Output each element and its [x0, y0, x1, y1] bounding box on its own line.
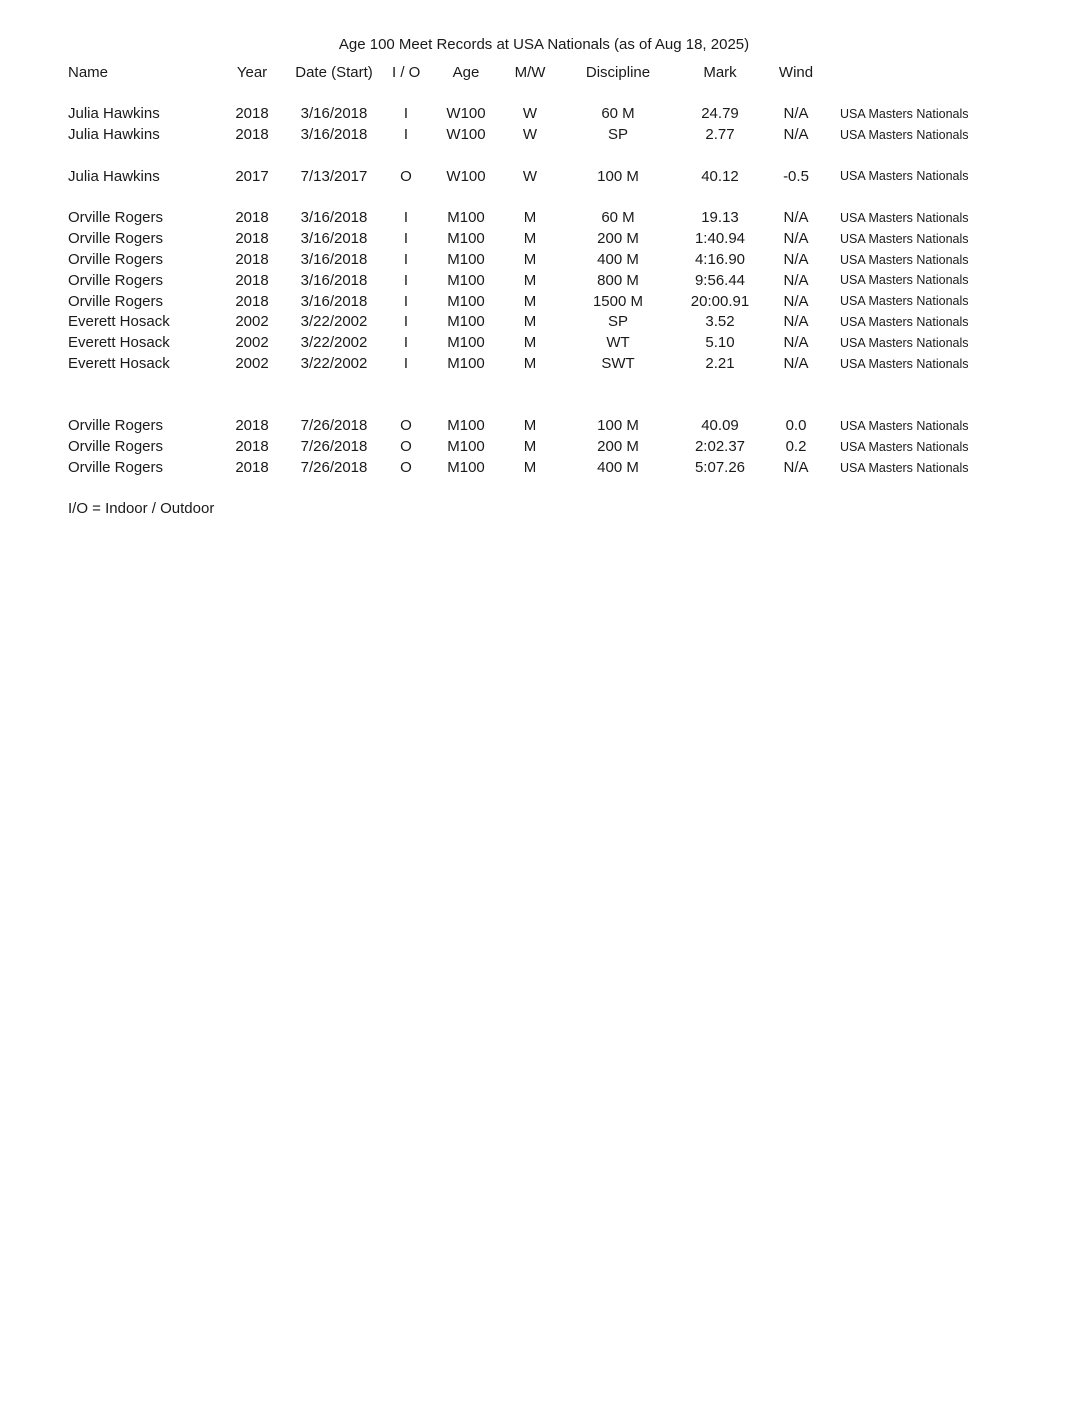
cell-wind: N/A [783, 251, 809, 269]
cell-age: M100 [447, 230, 485, 248]
cell-age: W100 [446, 126, 486, 144]
cell-mw: M [523, 209, 537, 227]
cell-name: Orville Rogers [68, 251, 164, 269]
cell-io: I [403, 126, 409, 144]
cell-io: O [400, 417, 412, 435]
cell-age: M100 [447, 292, 485, 310]
io-legend-note: I/O = Indoor / Outdoor [68, 499, 215, 517]
header-age: Age [452, 63, 480, 81]
cell-mark: 3.52 [705, 313, 735, 331]
cell-discipline: 400 M [597, 459, 639, 477]
cell-name: Orville Rogers [68, 209, 164, 227]
cell-discipline: WT [606, 334, 630, 352]
cell-date: 7/26/2018 [300, 438, 368, 456]
cell-mw: M [523, 334, 537, 352]
cell-mw: M [523, 230, 537, 248]
cell-age: M100 [447, 459, 485, 477]
cell-meet: USA Masters Nationals [840, 273, 969, 288]
cell-discipline: 100 M [597, 417, 639, 435]
cell-wind: 0.2 [785, 438, 807, 456]
table-row [68, 353, 1088, 374]
cell-name: Everett Hosack [68, 313, 170, 331]
cell-io: I [403, 209, 409, 227]
blank-row [68, 374, 1088, 395]
cell-mw: W [522, 126, 538, 144]
header-date: Date (Start) [295, 63, 373, 81]
cell-io: I [403, 313, 409, 331]
cell-age: M100 [447, 417, 485, 435]
cell-date: 3/22/2002 [300, 334, 368, 352]
cell-wind: N/A [783, 334, 809, 352]
table-row [68, 249, 1088, 270]
cell-wind: N/A [783, 292, 809, 310]
cell-meet: USA Masters Nationals [840, 294, 969, 309]
cell-discipline: 100 M [597, 167, 639, 185]
cell-age: W100 [446, 105, 486, 123]
cell-date: 7/13/2017 [300, 167, 368, 185]
cell-mark: 9:56.44 [694, 271, 746, 289]
cell-wind: N/A [783, 126, 809, 144]
cell-wind: N/A [783, 459, 809, 477]
table-row [68, 457, 1088, 478]
cell-date: 3/16/2018 [300, 105, 368, 123]
cell-mark: 40.09 [701, 417, 739, 435]
cell-meet: USA Masters Nationals [840, 231, 969, 246]
cell-date: 3/16/2018 [300, 126, 368, 144]
cell-age: M100 [447, 334, 485, 352]
cell-name: Julia Hawkins [68, 126, 160, 144]
cell-io: I [403, 230, 409, 248]
cell-mark: 2.77 [705, 126, 735, 144]
cell-discipline: 400 M [597, 251, 639, 269]
cell-meet: USA Masters Nationals [840, 127, 969, 142]
cell-wind: N/A [783, 313, 809, 331]
cell-year: 2002 [235, 313, 269, 331]
page-title: Age 100 Meet Records at USA Nationals (as of Aug 18, 2025) [338, 36, 750, 53]
cell-io: I [403, 334, 409, 352]
cell-name: Everett Hosack [68, 334, 170, 352]
cell-age: M100 [447, 313, 485, 331]
cell-io: O [400, 438, 412, 456]
cell-io: I [403, 271, 409, 289]
cell-date: 7/26/2018 [300, 417, 368, 435]
cell-meet: USA Masters Nationals [840, 356, 969, 371]
cell-age: M100 [447, 251, 485, 269]
table-row [68, 291, 1088, 312]
cell-mw: M [523, 459, 537, 477]
table-row [68, 332, 1088, 353]
table-row [68, 166, 1088, 187]
cell-discipline: 1500 M [592, 292, 644, 310]
cell-mw: M [523, 417, 537, 435]
cell-date: 3/16/2018 [300, 271, 368, 289]
cell-discipline: 800 M [597, 271, 639, 289]
cell-io: O [400, 167, 412, 185]
header-io: I / O [392, 63, 421, 81]
cell-age: W100 [446, 167, 486, 185]
header-mark: Mark [703, 63, 737, 81]
cell-age: M100 [447, 438, 485, 456]
cell-age: M100 [447, 271, 485, 289]
cell-name: Orville Rogers [68, 271, 164, 289]
cell-wind: 0.0 [785, 417, 807, 435]
header-discipline: Discipline [585, 63, 651, 81]
cell-io: I [403, 251, 409, 269]
header-mw: M/W [514, 63, 546, 81]
header-year: Year [236, 63, 268, 81]
table-header-row [68, 62, 1088, 83]
cell-io: O [400, 459, 412, 477]
blank-row [68, 83, 1088, 104]
cell-mark: 19.13 [701, 209, 739, 227]
cell-year: 2018 [235, 209, 269, 227]
cell-year: 2018 [235, 271, 269, 289]
cell-name: Julia Hawkins [68, 167, 160, 185]
table-row [68, 312, 1088, 333]
cell-mark: 1:40.94 [694, 230, 746, 248]
cell-wind: N/A [783, 209, 809, 227]
cell-year: 2017 [235, 167, 269, 185]
cell-name: Orville Rogers [68, 459, 164, 477]
cell-mark: 5:07.26 [694, 459, 746, 477]
cell-wind: N/A [783, 230, 809, 248]
cell-mw: M [523, 292, 537, 310]
cell-mw: M [523, 355, 537, 373]
cell-year: 2018 [235, 292, 269, 310]
cell-mw: W [522, 105, 538, 123]
cell-date: 3/22/2002 [300, 355, 368, 373]
cell-year: 2018 [235, 105, 269, 123]
table-row [68, 436, 1088, 457]
cell-mark: 40.12 [701, 167, 739, 185]
cell-meet: USA Masters Nationals [840, 439, 969, 454]
cell-date: 7/26/2018 [300, 459, 368, 477]
cell-mw: M [523, 251, 537, 269]
cell-year: 2018 [235, 438, 269, 456]
blank-row [68, 395, 1088, 416]
cell-mark: 5.10 [705, 334, 735, 352]
blank-row [68, 478, 1088, 499]
cell-discipline: 60 M [601, 105, 635, 123]
cell-name: Everett Hosack [68, 355, 170, 373]
cell-discipline: 200 M [597, 230, 639, 248]
cell-date: 3/16/2018 [300, 251, 368, 269]
cell-discipline: SWT [601, 355, 635, 373]
cell-wind: N/A [783, 105, 809, 123]
table-row [68, 416, 1088, 437]
cell-mark: 4:16.90 [694, 251, 746, 269]
cell-wind: N/A [783, 271, 809, 289]
cell-io: I [403, 292, 409, 310]
records-table [68, 62, 1088, 520]
cell-mark: 2.21 [705, 355, 735, 373]
cell-year: 2002 [235, 355, 269, 373]
cell-name: Orville Rogers [68, 292, 164, 310]
blank-row [68, 187, 1088, 208]
table-row [68, 104, 1088, 125]
cell-year: 2018 [235, 417, 269, 435]
cell-meet: USA Masters Nationals [840, 210, 969, 225]
cell-year: 2018 [235, 126, 269, 144]
cell-discipline: 60 M [601, 209, 635, 227]
cell-name: Orville Rogers [68, 417, 164, 435]
cell-mw: W [522, 167, 538, 185]
cell-mw: M [523, 271, 537, 289]
cell-discipline: SP [607, 313, 628, 331]
table-row [68, 270, 1088, 291]
header-name: Name [68, 63, 109, 81]
cell-wind: N/A [783, 355, 809, 373]
cell-year: 2018 [235, 251, 269, 269]
table-row [68, 208, 1088, 229]
cell-meet: USA Masters Nationals [840, 169, 969, 184]
cell-io: I [403, 355, 409, 373]
cell-mark: 20:00.91 [690, 292, 750, 310]
cell-date: 3/22/2002 [300, 313, 368, 331]
cell-name: Orville Rogers [68, 438, 164, 456]
cell-meet: USA Masters Nationals [840, 314, 969, 329]
cell-discipline: SP [607, 126, 628, 144]
cell-mark: 24.79 [701, 105, 739, 123]
cell-meet: USA Masters Nationals [840, 335, 969, 350]
header-wind: Wind [778, 63, 814, 81]
cell-discipline: 200 M [597, 438, 639, 456]
cell-age: M100 [447, 355, 485, 373]
cell-date: 3/16/2018 [300, 292, 368, 310]
cell-year: 2018 [235, 459, 269, 477]
cell-meet: USA Masters Nationals [840, 106, 969, 121]
cell-io: I [403, 105, 409, 123]
cell-name: Orville Rogers [68, 230, 164, 248]
cell-year: 2018 [235, 230, 269, 248]
cell-meet: USA Masters Nationals [840, 460, 969, 475]
cell-mw: M [523, 438, 537, 456]
table-row [68, 228, 1088, 249]
table-row [68, 124, 1088, 145]
cell-age: M100 [447, 209, 485, 227]
cell-mark: 2:02.37 [694, 438, 746, 456]
cell-meet: USA Masters Nationals [840, 252, 969, 267]
cell-meet: USA Masters Nationals [840, 418, 969, 433]
cell-date: 3/16/2018 [300, 209, 368, 227]
cell-wind: -0.5 [783, 167, 809, 185]
cell-name: Julia Hawkins [68, 105, 160, 123]
blank-row [68, 145, 1088, 166]
cell-year: 2002 [235, 334, 269, 352]
cell-mw: M [523, 313, 537, 331]
cell-date: 3/16/2018 [300, 230, 368, 248]
